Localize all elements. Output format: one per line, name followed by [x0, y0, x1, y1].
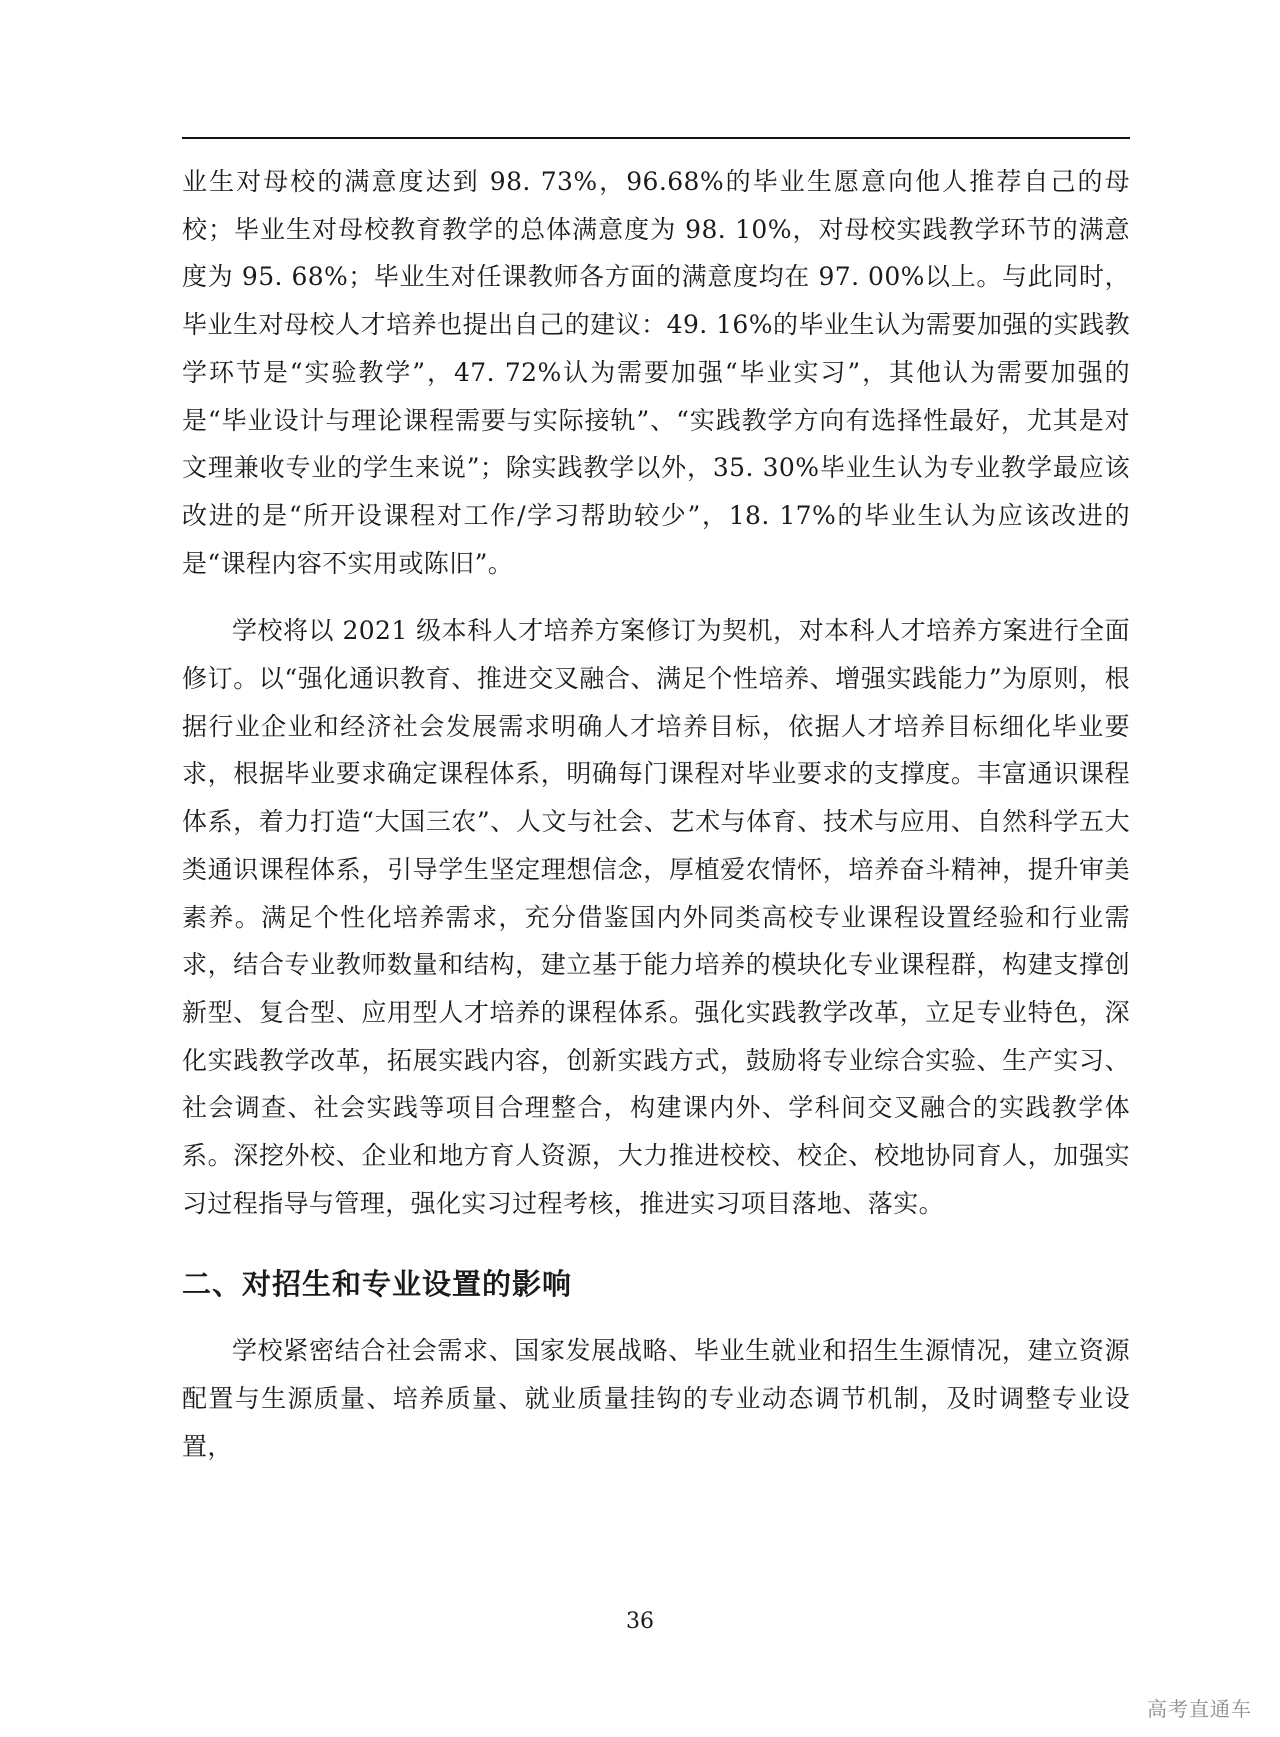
watermark-text: 高考直通车	[1147, 1697, 1252, 1721]
page-content	[182, 158, 1130, 1471]
paragraph-enrollment: 学校紧密结合社会需求、国家发展战略、毕业生就业和招生生源情况，建立资源配置与生源质量、培养质量、就业质量挂钩的专业动态调节机制，及时调整专业设置，	[182, 1336, 1130, 1461]
page-number: 36	[626, 1609, 654, 1634]
paragraph-continued: 业生对母校的满意度达到 98. 73%，96.68%的毕业生愿意向他人推荐自己的母校；毕业生对母校教育教学的总体满意度为 98. 10%，对母校实践教学环节的满意度为 95. 68%；毕业生对任课教师各方面的满意度均在 97. 00%以上。与此同时，毕业生对母校人才培养也提出自己的建议：49. 16%的毕业生认为需要加强的实践教学环节是“实验教学”，47. 72%认为需要加强“毕业实习”，其他认为需要加强的是“毕业设计与理论课程需要与实际接轨”、“实践教学方向有选择性最好，尤其是对文理兼收专业的学生来说”；除实践教学以外，35. 30%毕业生认为专业教学最应该改进的是“所开设课程对工作/学习帮助较少”，18. 17%的毕业生认为应该改进的是“课程内容不实用或陈旧”。	[182, 167, 1130, 578]
section-heading: 二、对招生和专业设置的影响	[182, 1267, 573, 1302]
paragraph-curriculum-revision: 学校将以 2021 级本科人才培养方案修订为契机，对本科人才培养方案进行全面修订。以“强化通识教育、推进交叉融合、满足个性培养、增强实践能力”为原则，根据行业企业和经济社会发展需求明确人才培养目标，依据人才培养目标细化毕业要求，根据毕业要求确定课程体系，明确每门课程对毕业要求的支撑度。丰富通识课程体系，着力打造“大国三农”、人文与社会、艺术与体育、技术与应用、自然科学五大类通识课程体系，引导学生坚定理想信念，厚植爱农情怀，培养奋斗精神，提升审美素养。满足个性化培养需求，充分借鉴国内外同类高校专业课程设置经验和行业需求，结合专业教师数量和结构，建立基于能力培养的模块化专业课程群，构建支撑创新型、复合型、应用型人才培养的课程体系。强化实践教学改革，立足专业特色，深化实践教学改革，拓展实践内容，创新实践方式，鼓励将专业综合实验、生产实习、社会调查、社会实践等项目合理整合，构建课内外、学科间交叉融合的实践教学体系。深挖外校、企业和地方育人资源，大力推进校校、校企、校地协同育人，加强实习过程指导与管理，强化实习过程考核，推进实习项目落地、落实。	[182, 616, 1130, 1218]
header-rule	[182, 137, 1130, 139]
